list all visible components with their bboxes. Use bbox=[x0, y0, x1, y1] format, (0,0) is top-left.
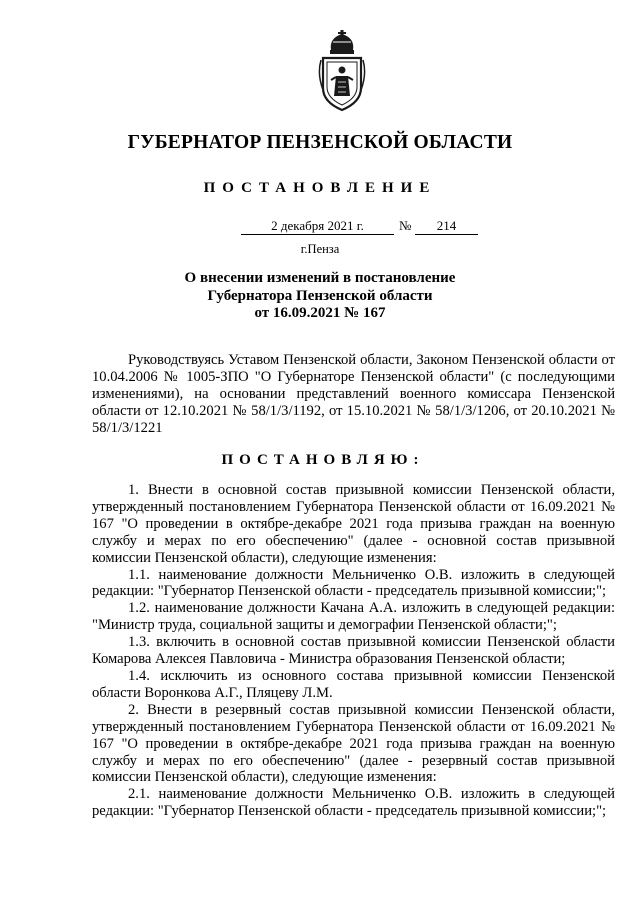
document-type-heading: ПОСТАНОВЛЕНИЕ bbox=[203, 180, 437, 196]
subject-line: от 16.09.2021 № 167 bbox=[254, 305, 386, 321]
subject-line: Губернатора Пензенской области bbox=[207, 287, 433, 304]
decree-item: 1.3. включить в основной состав призывной комиссии Пензенской области Комарова Алексея Павловича - Министра образования Пензенской области; bbox=[92, 634, 615, 668]
decree-items bbox=[92, 482, 615, 820]
decree-word: ПОСТАНОВЛЯЮ bbox=[221, 452, 414, 468]
decree-heading bbox=[0, 452, 640, 469]
subject-line: О внесении изменений в постановление bbox=[184, 270, 456, 286]
document-number: 214 bbox=[415, 218, 478, 235]
preamble-paragraph bbox=[92, 352, 615, 437]
decree-item: 1.4. исключить из основного состава призывной комиссии Пензенской области Воронкова А.Г., Пляцеву Л.М. bbox=[92, 667, 615, 701]
city-name: г.Пенза bbox=[300, 242, 340, 256]
decree-colon: : bbox=[413, 452, 419, 468]
document-subject bbox=[170, 270, 470, 323]
decree-item: 1.1. наименование должности Мельниченко О.В. изложить в следующей редакции: "Губернатор Пензенской области - председатель призывной комиссии;"; bbox=[92, 566, 615, 600]
date-number-line bbox=[241, 218, 479, 236]
preamble-text: Руководствуясь Уставом Пензенской области, Законом Пензенской области от 10.04.2006 № 1005-ЗПО "О Губернаторе Пензенской области" (с последующими изменениями), на основании представлений военного комиссара Пензенской области от 12.10.2021 № 58/1/3/1192, от 15.10.2021 № 58/1/3/1206, от 20.10.2021 № 58/1/3/1221 bbox=[92, 352, 615, 436]
penza-region-coat-of-arms-icon bbox=[317, 30, 367, 112]
document-date: 2 декабря 2021 г. bbox=[241, 218, 394, 235]
decree-item: 2.1. наименование должности Мельниченко О.В. изложить в следующей редакции: "Губернатор Пензенской области - председатель призывной комиссии;"; bbox=[92, 786, 615, 820]
decree-item: 1.2. наименование должности Качана А.А. изложить в следующей редакции: "Министр труда, социальной защиты и демографии Пензенской области;"; bbox=[92, 600, 615, 634]
number-sign: № bbox=[399, 218, 412, 233]
decree-item: 2. Внести в резервный состав призывной комиссии Пензенской области, утвержденный постановлением Губернатора Пензенской области от 16.09.2021 № 167 "О проведении в октябре-декабре 2021 года призыва граждан на военную службу и мерах по его обеспечению" (далее - резервный состав призывной комиссии Пензенской области), следующие изменения: bbox=[92, 701, 615, 786]
org-title: ГУБЕРНАТОР ПЕНЗЕНСКОЙ ОБЛАСТИ bbox=[127, 132, 513, 153]
decree-item: 1. Внести в основной состав призывной комиссии Пензенской области, утвержденный постановлением Губернатора Пензенской области от 16.09.2021 № 167 "О проведении в октябре-декабре 2021 года призыва граждан на военную службу и мерах по его обеспечению" (далее - основной состав призывной комиссии Пензенской области), следующие изменения: bbox=[92, 482, 615, 566]
